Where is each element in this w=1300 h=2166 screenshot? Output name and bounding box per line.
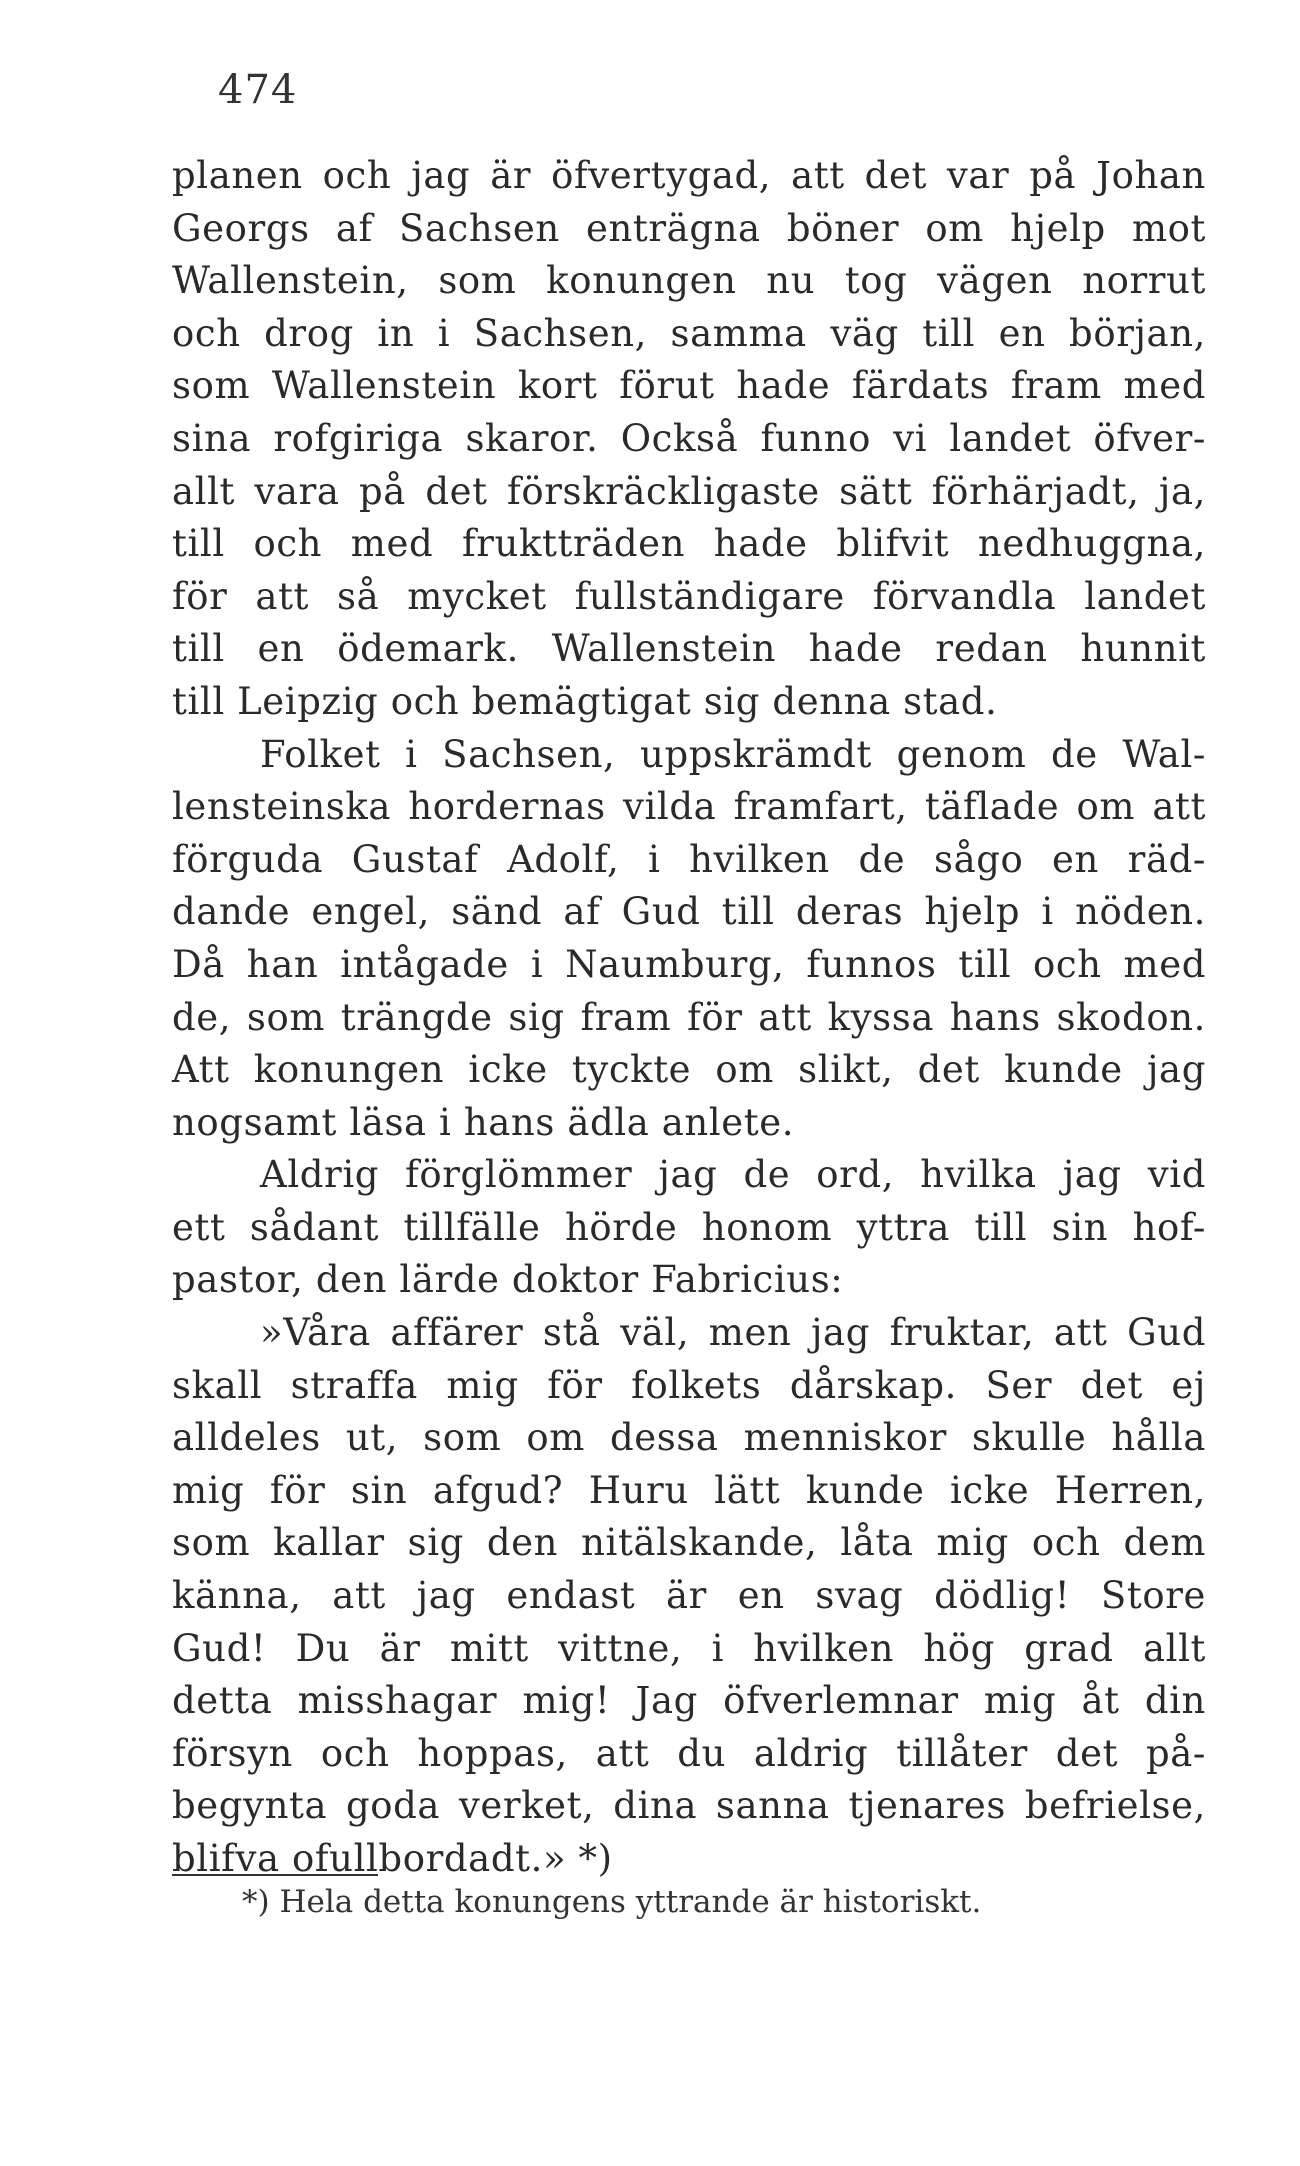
text-line: blifva ofullbordadt.» *)	[172, 1837, 613, 1880]
text-line: mig för sin afgud? Huru lätt kunde icke Herren,	[172, 1468, 1206, 1512]
text-line: för att så mycket fullständigare förvandla landet	[172, 574, 1206, 618]
text-line: planen och jag är öfvertygad, att det var på Johan	[172, 154, 1206, 197]
text-line: dande engel, sänd af Gud till deras hjelp i nöden.	[172, 890, 1206, 934]
text-line: Georgs af Sachsen enträgna böner om hjelp mot	[172, 206, 1206, 250]
text-line: detta misshagar mig! Jag öfverlemnar mig åt din	[172, 1679, 1206, 1723]
text-line: Folket i Sachsen, uppskrämdt genom de Wal-	[260, 732, 1206, 776]
text-line: Då han intågade i Naumburg, funnos till och med	[172, 942, 1206, 986]
text-line: pastor, den lärde doktor Fabricius:	[172, 1258, 844, 1302]
text-line: Att konungen icke tyckte om slikt, det kunde jag	[172, 1048, 1206, 1092]
text-line: nogsamt läsa i hans ädla anlete.	[172, 1100, 795, 1144]
text-line: försyn och hoppas, att du aldrig tillåter det på-	[172, 1731, 1206, 1775]
text-line: skall straffa mig för folkets dårskap. Ser det ej	[172, 1363, 1206, 1407]
text-line: sina rofgiriga skaror. Också funno vi landet öfver-	[172, 416, 1206, 460]
text-line: känna, att jag endast är en svag dödlig! Store	[172, 1574, 1206, 1618]
text-line: de, som trängde sig fram för att kyssa hans skodon.	[172, 995, 1206, 1039]
text-line: »Våra affärer stå väl, men jag fruktar, att Gud	[260, 1311, 1206, 1355]
text-line: som Wallenstein kort förut hade färdats fram med	[172, 364, 1206, 408]
text-line: till en ödemark. Wallenstein hade redan hunnit	[172, 627, 1206, 671]
footnote: *) Hela detta konungens yttrande är historiskt.	[242, 1884, 982, 1920]
body-text	[172, 150, 1206, 1886]
text-line: ett sådant tillfälle hörde honom yttra till sin hof-	[172, 1205, 1206, 1249]
text-line: Wallenstein, som konungen nu tog vägen norrut	[172, 259, 1206, 303]
text-line: allt vara på det förskräckligaste sätt förhärjadt, ja,	[172, 469, 1206, 513]
text-line: och drog in i Sachsen, samma väg till en början,	[172, 311, 1206, 355]
footnote-divider	[172, 1874, 378, 1876]
text-line: begynta goda verket, dina sanna tjenares befrielse,	[172, 1784, 1206, 1828]
text-line: lensteinska hordernas vilda framfart, täflade om att	[172, 785, 1206, 829]
text-line: förguda Gustaf Adolf, i hvilken de sågo en räd-	[172, 837, 1206, 881]
text-line: Gud! Du är mitt vittne, i hvilken hög grad allt	[172, 1626, 1206, 1670]
text-line: till och med fruktträden hade blifvit nedhuggna,	[172, 522, 1206, 566]
text-line: alldeles ut, som om dessa menniskor skulle hålla	[172, 1416, 1206, 1460]
page-number: 474	[218, 67, 298, 113]
text-line: som kallar sig den nitälskande, låta mig och dem	[172, 1521, 1206, 1565]
text-line: Aldrig förglömmer jag de ord, hvilka jag vid	[260, 1153, 1206, 1197]
text-line: till Leipzig och bemägtigat sig denna stad.	[172, 679, 998, 723]
